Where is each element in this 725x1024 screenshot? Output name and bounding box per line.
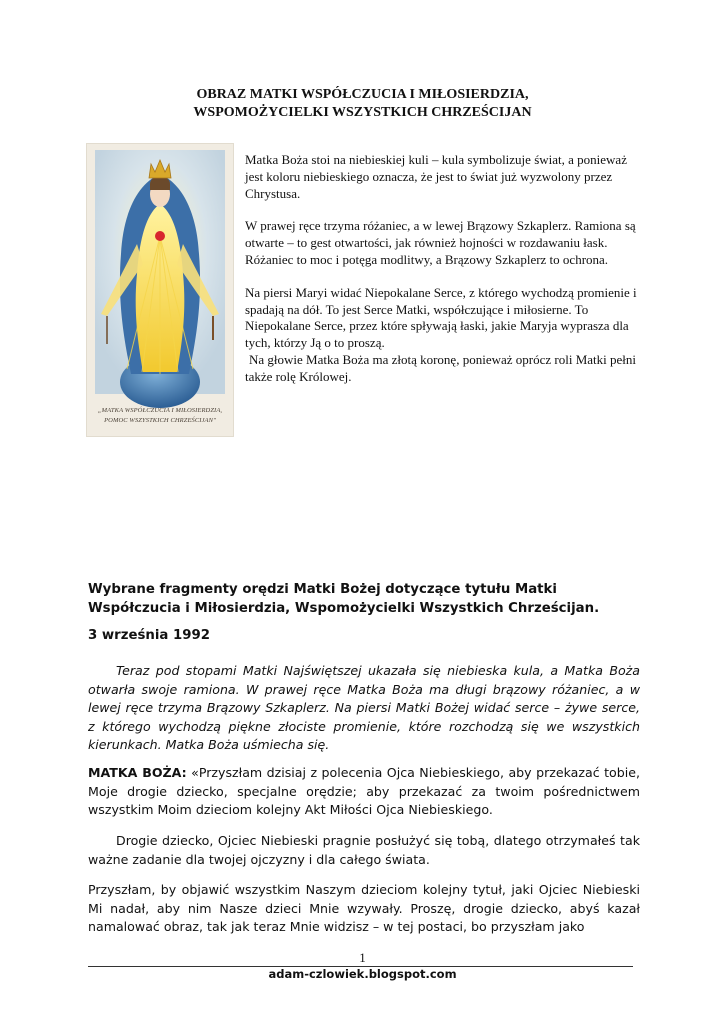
caption-line-1: „MATKA WSPÓŁCZUCIA I MIŁOSIERDZIA,	[97, 407, 223, 414]
message-paragraph-2: Drogie dziecko, Ojciec Niebieski pragnie posłużyć się tobą, dlatego otrzymałeś tak ważne zadanie dla twojej ojczyzny i dla całego świata.	[88, 833, 640, 867]
heading-line-1: Wybrane fragmenty orędzi Matki Bożej dotyczące tytułu Matki	[88, 582, 557, 597]
message-text-1: «Przyszłam dzisiaj z polecenia Ojca Niebieskiego, aby przekazać tobie, Moje drogie dziecko, specjalne orędzie; aby przekazać za twoim pośrednictwem wszystkim Moim dzieciom kolejny Akt Miłości Ojca Niebieskiego.	[88, 765, 640, 817]
speaker-label: MATKA BOŻA:	[88, 765, 187, 780]
document-title	[0, 86, 725, 122]
caption-line-2: POMOC WSZYSTKICH CHRZEŚCIJAN"	[104, 417, 216, 424]
section-heading	[88, 580, 648, 618]
vision-paragraph: Teraz pod stopami Matki Najświętszej ukazała się niebieska kula, a Matka Boża otwarła swoje ramiona. W prawej ręce Matka Boża ma długi brązowy różaniec, a w lewej ręce trzyma Brązowy Szkaplerz. Na piersi Matki Bożej widać serce – żywe serce, z którego wychodzą piękne złociste promienie, które rozchodzą się we wszystkich kierunkach. Matka Boża uśmiecha się.	[88, 663, 640, 752]
footer-site: adam-czlowiek.blogspot.com	[268, 967, 457, 981]
title-line-2: WSPOMOŻYCIELKI WSZYSTKICH CHRZEŚCIJAN	[193, 105, 532, 120]
side-paragraph-4: Na głowie Matka Boża ma złotą koronę, ponieważ oprócz roli Matki pełni także rolę Królowej.	[245, 351, 636, 384]
message-paragraph-1	[88, 764, 640, 820]
title-line-1: OBRAZ MATKI WSPÓŁCZUCIA I MIŁOSIERDZIA,	[196, 87, 529, 102]
virgin-mary-illustration	[87, 144, 233, 436]
holy-card-caption	[87, 406, 233, 426]
holy-card-image	[86, 143, 234, 437]
message-paragraph-3: Przyszłam, by objawić wszystkim Naszym dzieciom kolejny tytuł, jaki Ojciec Niebieski Mi nadał, aby nim Nasze dzieci Mnie wzywały. Proszę, drogie dziecko, abyś kazał namalować obraz, tak jak teraz Mnie widzisz – w tej postaci, bo przyszłam jako	[88, 882, 640, 934]
side-paragraph-2: W prawej ręce trzyma różaniec, a w lewej Brązowy Szkaplerz. Ramiona są otwarte – to gest otwartości, jak również hojności w rozdawaniu łask. Różaniec to moc i potęga modlitwy, a Brązowy Szkaplerz to ochrona.	[245, 218, 636, 267]
message-date: 3 września 1992	[88, 628, 211, 643]
heart-icon	[155, 231, 165, 241]
heading-line-2: Współczucia i Miłosierdzia, Wspomożycielki Wszystkich Chrześcijan.	[88, 601, 600, 616]
image-description	[245, 152, 645, 402]
page-number: 1	[359, 950, 366, 965]
side-paragraph-1: Matka Boża stoi na niebieskiej kuli – kula symbolizuje świat, a ponieważ jest koloru niebieskiego oznacza, że jest to świat już wyzwolony przez Chrystusa.	[245, 152, 627, 201]
side-paragraph-3: Na piersi Maryi widać Niepokalane Serce, z którego wychodzą promienie i spadają na dół. To jest Serce Matki, współczujące i miłosierne. To Niepokalane Serce, przez które spływają łaski, jakie Maryja wyprasza dla tych, którzy Ją o to proszą.	[245, 284, 637, 351]
